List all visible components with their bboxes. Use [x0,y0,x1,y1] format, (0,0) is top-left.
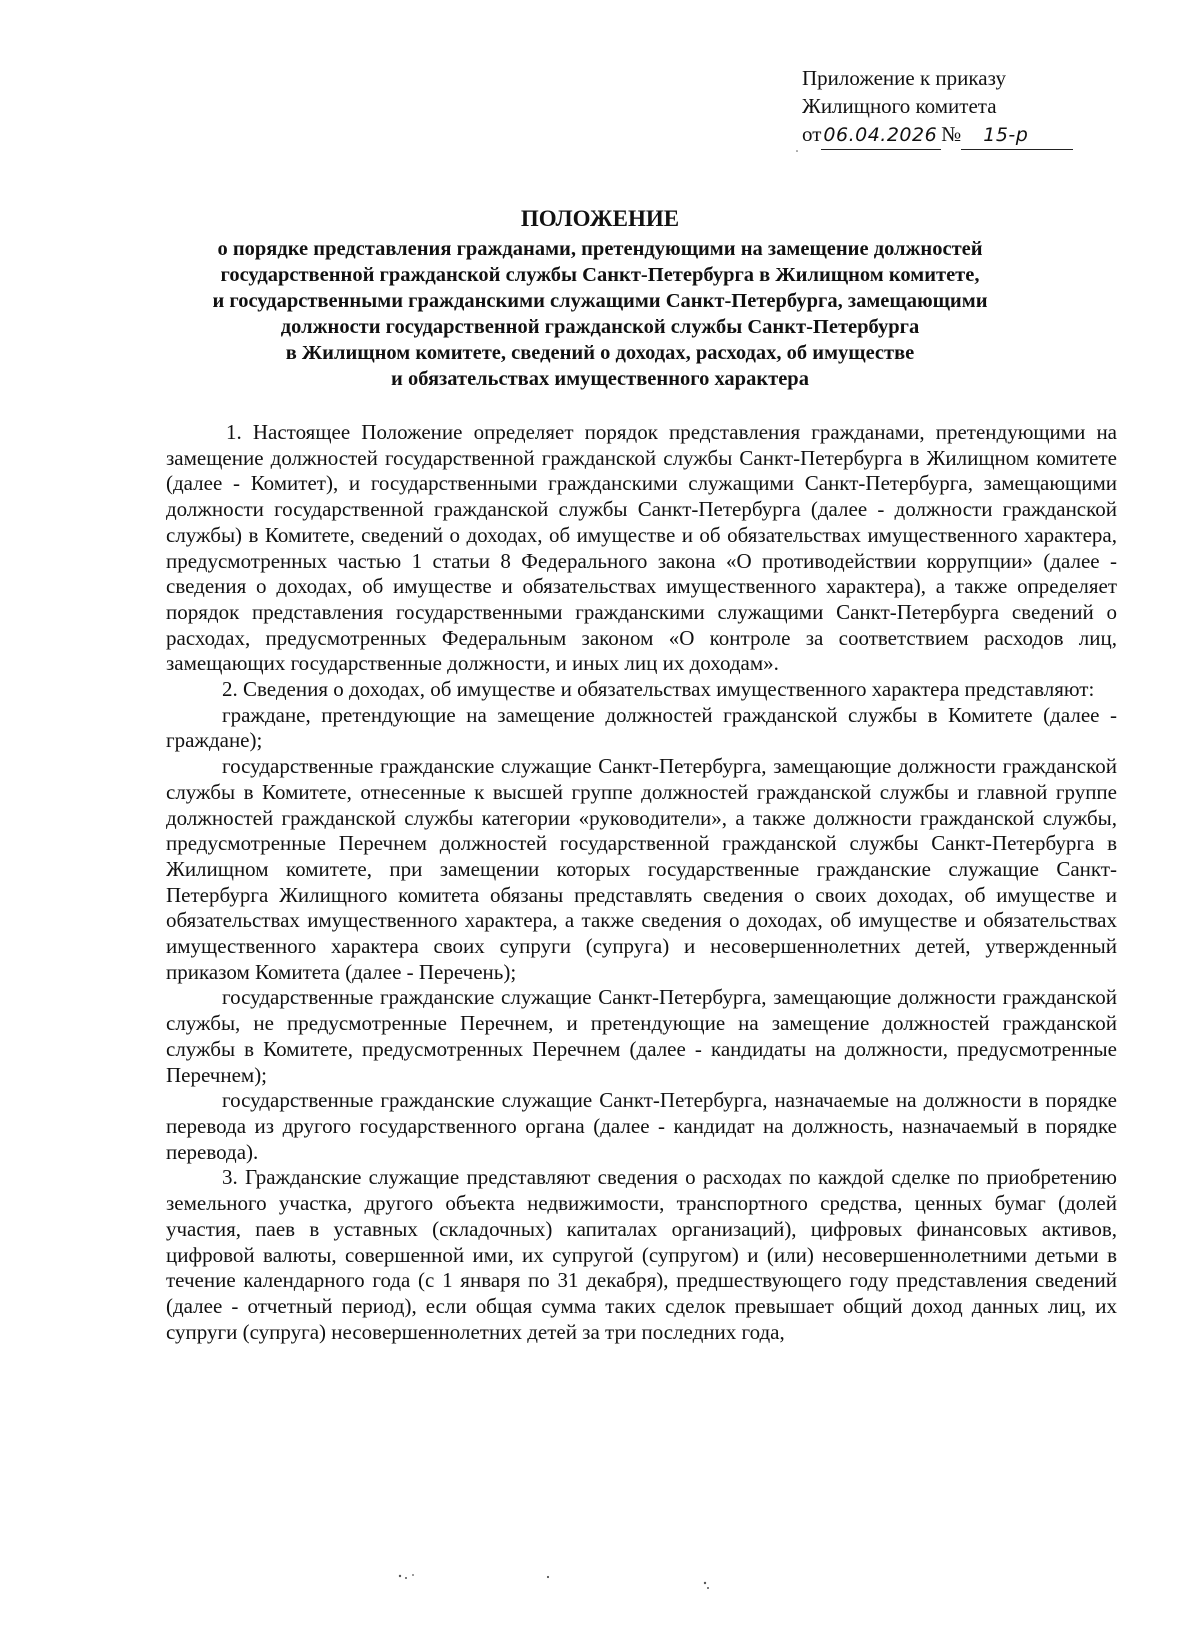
annex-date-number-line [802,120,1102,150]
heading-subtitle-line: и государственными гражданскими служащими Санкт-Петербурга, замещающими [212,290,988,312]
annex-line-2: Жилищного комитета [802,94,997,118]
paragraph-1: 1. Настоящее Положение определяет порядок представления гражданами, претендующими на замещение должностей государственной гражданской службы Санкт-Петербурга в Жилищном комитете (далее - Комитет), и государственными гражданскими служащими Санкт-Петербурга, замещающими должности государственной гражданской службы Санкт-Петербурга (далее - должности гражданской службы) в Комитете, сведений о доходах, об имуществе и об обязательствах имущественного характера, предусмотренных частью 1 статьи 8 Федерального закона «О противодействии коррупции» (далее - сведения о доходах, об имуществе и обязательствах имущественного характера), а также определяет порядок представления государственными гражданскими служащими Санкт-Петербурга сведений о расходах, предусмотренных Федеральным законом «О контроле за соответствием расходов лиц, замещающих государственные должности, и иных лиц их доходам». [166,420,1117,676]
heading-subtitle-line: и обязательствах имущественного характера [391,368,809,390]
annex-date-handwritten: 06.04.2026 [821,121,941,150]
heading-title: ПОЛОЖЕНИЕ [520,206,680,231]
paragraph-3: 3. Гражданские служащие представляют сведения о расходах по каждой сделке по приобретению земельного участка, другого объекта недвижимости, транспортного средства, ценных бумаг (долей участия, паев в уставных (складочных) капиталах организаций), цифровых финансовых активов, цифровой валюты, совершенной ими, их супругой (супругом) и (или) несовершеннолетними детьми в течение календарного года (с 1 января по 31 декабря), предшествующего году представления сведений (далее - отчетный период), если общая сумма таких сделок превышает общий доход данных лиц, их супруги (супруга) несовершеннолетних детей за три последних года, [166,1165,1117,1344]
annex-number-prefix: № [941,122,962,146]
annex-block [802,64,1102,150]
heading-subtitle-line: государственной гражданской службы Санкт-Петербурга в Жилищном комитете, [220,264,980,286]
heading-subtitle-line: о порядке представления гражданами, претендующими на замещение должностей [217,238,983,260]
heading-subtitle-line: в Жилищном комитете, сведений о доходах, расходах, об имуществе [285,342,915,364]
document-heading [140,204,1060,392]
annex-line-1: Приложение к приказу [802,66,1006,90]
heading-subtitle-line: должности государственной гражданской службы Санкт-Петербурга [280,316,920,338]
paragraph-2: 2. Сведения о доходах, об имуществе и обязательствах имущественного характера представляют: [222,677,1095,702]
paragraph-2-item-transfer: государственные гражданские служащие Санкт-Петербурга, назначаемые на должности в порядке перевода из другого государственного органа (далее - кандидат на должность, назначаемый в порядке перевода). [166,1088,1117,1164]
document-body [166,420,1117,1345]
paragraph-2-item-civil-servants: государственные гражданские служащие Санкт-Петербурга, замещающие должности гражданской службы в Комитете, отнесенные к высшей группе должностей гражданской службы и главной группе должностей гражданской службы категории «руководители», а также должности гражданской службы, предусмотренные Перечнем должностей государственной гражданской службы Санкт-Петербурга в Жилищном комитете, при замещении которых государственные гражданские служащие Санкт-Петербурга Жилищного комитета обязаны представлять сведения о своих доходах, об имуществе и обязательствах имущественного характера, а также сведения о доходах, об имуществе и обязательствах имущественного характера своих супруги (супруга) и несовершеннолетних детей, утвержденный приказом Комитета (далее - Перечень); [166,754,1117,984]
annex-number-handwritten: 15-р [961,121,1073,150]
paragraph-2-item-citizens: граждане, претендующие на замещение должностей гражданской службы в Комитете (далее - граждане); [166,702,1117,753]
paragraph-2-item-candidates: государственные гражданские служащие Санкт-Петербурга, замещающие должности гражданской службы, не предусмотренные Перечнем, и претендующие на замещение должностей гражданской службы в Комитете, предусмотренных Перечнем (далее - кандидаты на должности, предусмотренные Перечнем); [166,985,1117,1087]
annex-date-prefix: от [802,122,822,146]
